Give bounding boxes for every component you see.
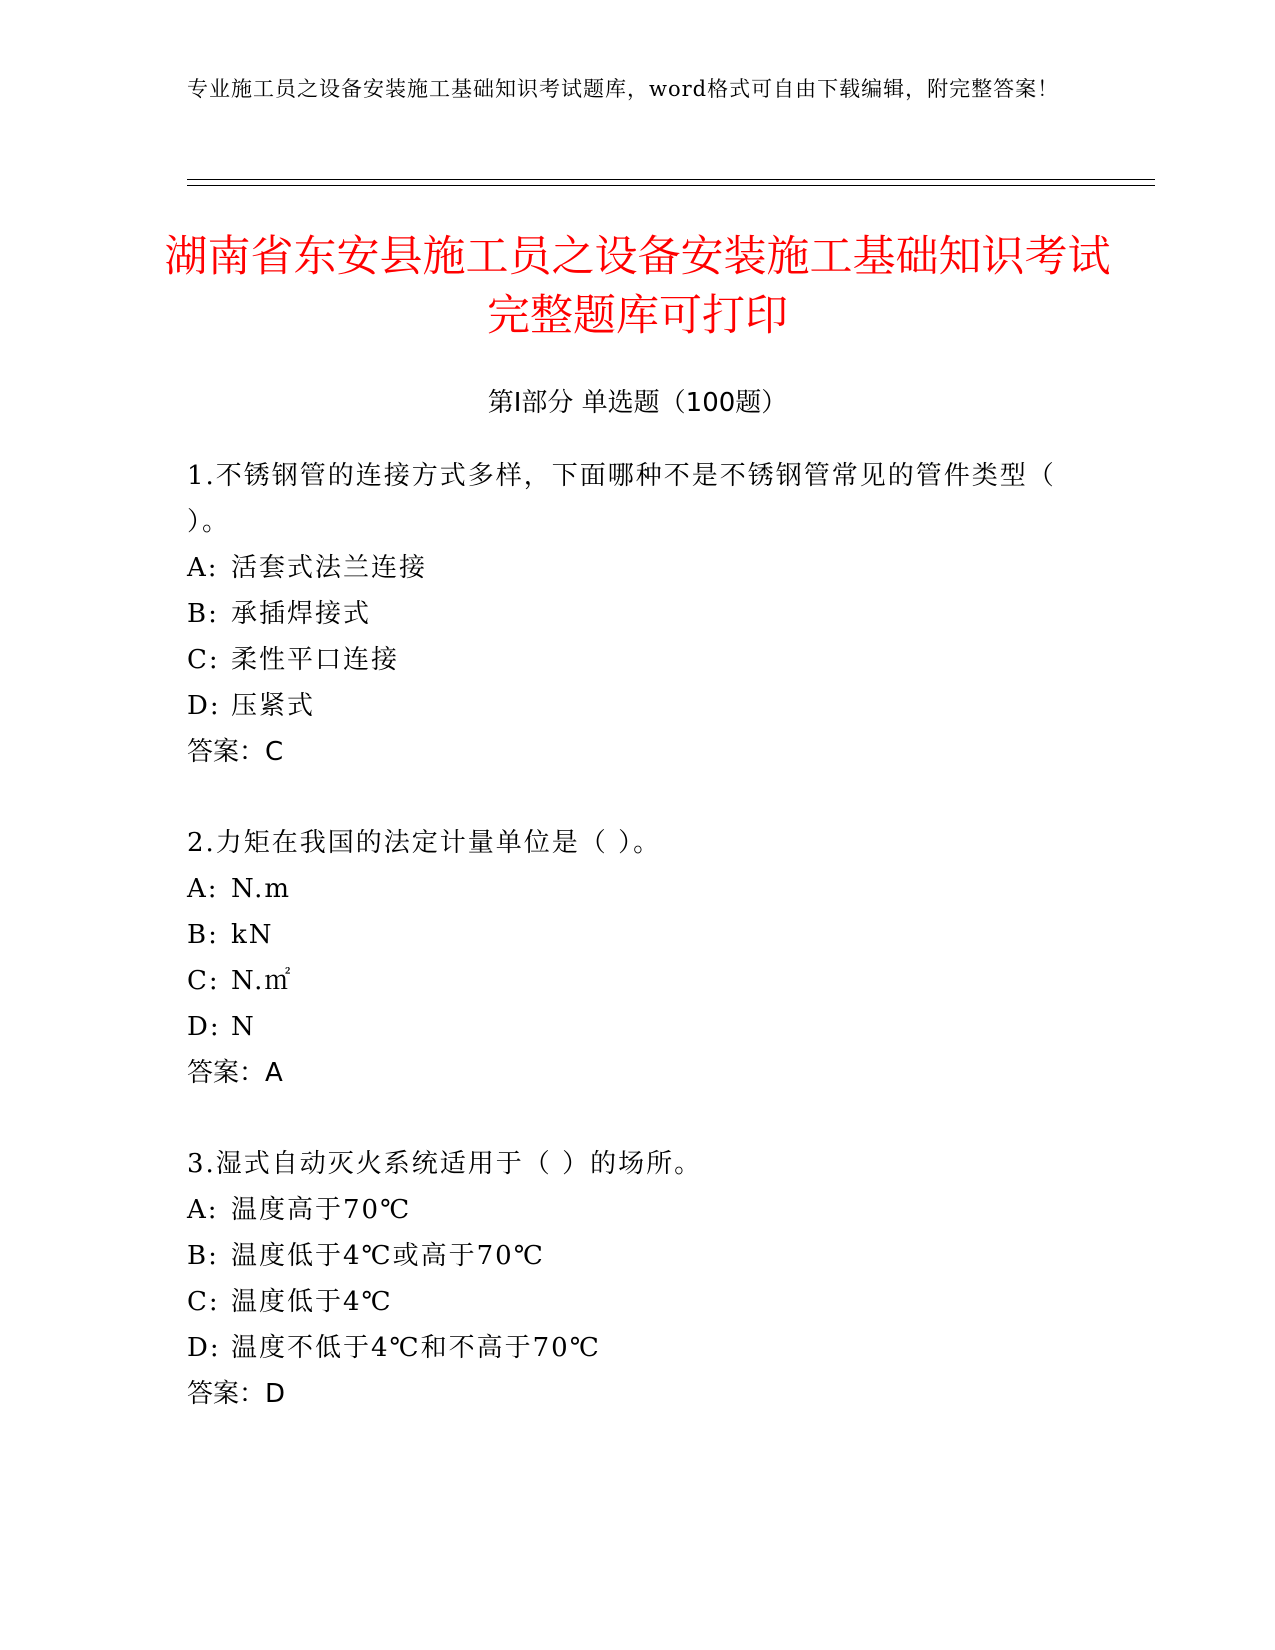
option-key: D: bbox=[187, 1012, 221, 1042]
option-d bbox=[187, 683, 1067, 729]
answer: 答案：D bbox=[187, 1379, 286, 1409]
option-text: N bbox=[231, 1012, 256, 1042]
section-heading: 第Ⅰ部分 单选题（100题） bbox=[487, 388, 788, 418]
option-key: B: bbox=[187, 920, 219, 950]
option-text: 温度高于70℃ bbox=[231, 1195, 412, 1225]
option-text: 柔性平口连接 bbox=[231, 645, 400, 675]
option-b bbox=[187, 591, 1067, 637]
option-text: 承插焊接式 bbox=[231, 599, 372, 629]
option-text: N.㎡ bbox=[231, 966, 293, 996]
option-key: C: bbox=[187, 966, 220, 996]
option-text: kN bbox=[231, 920, 274, 950]
option-key: D: bbox=[187, 691, 221, 721]
option-a bbox=[187, 1187, 1067, 1233]
option-key: A: bbox=[187, 553, 219, 583]
option-text: 温度不低于4℃和不高于70℃ bbox=[231, 1333, 601, 1363]
option-b bbox=[187, 912, 1067, 958]
question-3 bbox=[187, 1141, 1067, 1417]
option-key: C: bbox=[187, 1287, 220, 1317]
question-stem: 2.力矩在我国的法定计量单位是（ ）。 bbox=[187, 828, 662, 858]
option-a bbox=[187, 545, 1067, 591]
option-c bbox=[187, 637, 1067, 683]
header-divider-bottom bbox=[187, 185, 1155, 186]
option-text: 温度低于4℃或高于70℃ bbox=[231, 1241, 545, 1271]
option-text: 温度低于4℃ bbox=[231, 1287, 393, 1317]
option-text: N.m bbox=[231, 874, 292, 904]
option-key: A: bbox=[187, 1195, 219, 1225]
header-divider-top bbox=[187, 179, 1155, 180]
option-key: C: bbox=[187, 645, 220, 675]
answer: 答案：A bbox=[187, 1058, 283, 1088]
option-text: 活套式法兰连接 bbox=[231, 553, 428, 583]
question-stem: 3.湿式自动灭火系统适用于（ ）的场所。 bbox=[187, 1149, 703, 1179]
option-text: 压紧式 bbox=[231, 691, 316, 721]
answer: 答案：C bbox=[187, 737, 284, 767]
option-a bbox=[187, 866, 1067, 912]
question-2 bbox=[187, 820, 1067, 1096]
document-title: 湖南省东安县施工员之设备安装施工基础知识考试完整题库可打印 bbox=[164, 232, 1111, 341]
option-b bbox=[187, 1233, 1067, 1279]
option-key: B: bbox=[187, 1241, 219, 1271]
option-key: A: bbox=[187, 874, 219, 904]
header-note: 专业施工员之设备安装施工基础知识考试题库，word格式可自由下载编辑，附完整答案！ bbox=[187, 77, 1060, 101]
question-1 bbox=[187, 453, 1067, 775]
option-key: B: bbox=[187, 599, 219, 629]
option-d bbox=[187, 1325, 1067, 1371]
option-d bbox=[187, 1004, 1067, 1050]
option-key: D: bbox=[187, 1333, 221, 1363]
option-c bbox=[187, 958, 1067, 1004]
option-c bbox=[187, 1279, 1067, 1325]
question-stem: 1.不锈钢管的连接方式多样，下面哪种不是不锈钢管常见的管件类型（ ）。 bbox=[187, 461, 1056, 537]
